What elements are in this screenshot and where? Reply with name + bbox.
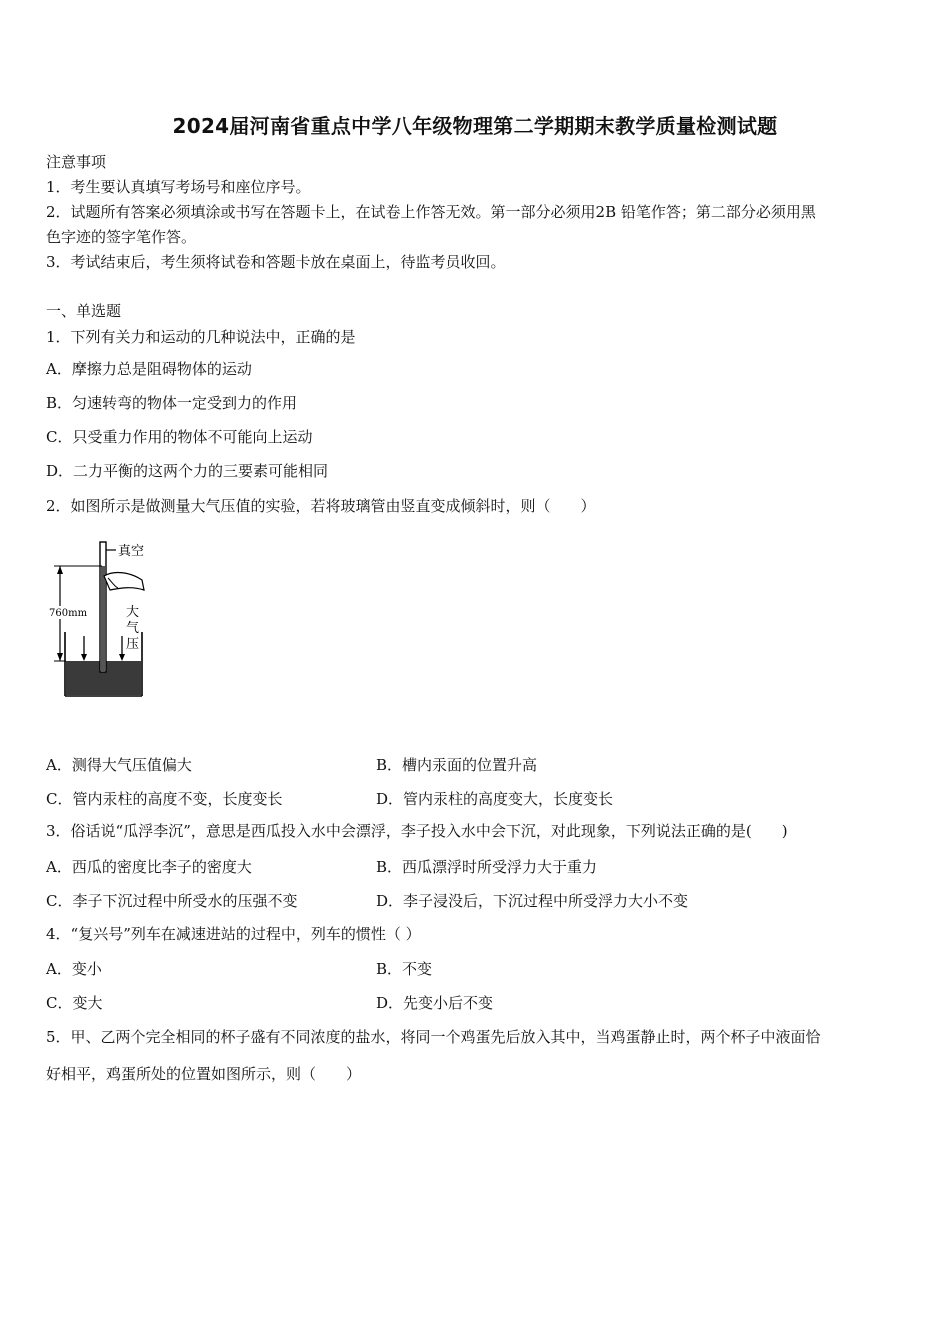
q4-option-d: D．先变小后不变 [376,994,494,1012]
q4-option-b: B．不变 [376,960,433,978]
q3-option-b: B．西瓜漂浮时所受浮力大于重力 [376,858,598,876]
q3-option-d: D．李子浸没后，下沉过程中所受浮力大小不变 [376,892,689,910]
notice-heading: 注意事项 [46,153,107,171]
exam-title: 2024届河南省重点中学八年级物理第二学期期末教学质量检测试题 [172,114,778,138]
pressure-arrow-left [81,654,87,661]
q1-option-a: A．摩擦力总是阻碍物体的运动 [46,360,252,378]
mercury-column [101,566,105,672]
pressure-label-3: 压 [126,637,140,652]
q1-option-c: C．只受重力作用的物体不可能向上运动 [46,428,313,446]
q4-option-a: A．变小 [46,960,102,978]
q4-option-c: C．变大 [46,994,103,1012]
question-5-stem-line-1: 5．甲、乙两个完全相同的杯子盛有不同浓度的盐水，将同一个鸡蛋先后放入其中，当鸡蛋静止时，两个杯子中液面恰 [46,1028,821,1046]
notice-item-2-cont: 色字迹的签字笔作答。 [46,228,197,246]
question-1-stem: 1．下列有关力和运动的几种说法中，正确的是 [46,328,356,346]
question-4-stem: 4．“复兴号”列车在减速进站的过程中，列车的惯性（ ） [46,925,421,943]
pressure-label-2: 气 [126,621,140,636]
pressure-arrow-right [119,654,125,661]
notice-item-3: 3．考试结束后，考生须将试卷和答题卡放在桌面上，待监考员收回。 [46,253,506,271]
notice-item-2: 2．试题所有答案必须填涂或书写在答题卡上，在试卷上作答无效。第一部分必须用2B 铅笔作答；第二部分必须用黑 [46,203,816,221]
q2-option-c: C．管内汞柱的高度不变，长度变长 [46,790,283,808]
q2-option-b: B．槽内汞面的位置升高 [376,756,538,774]
vacuum-label: 真空 [118,544,145,559]
notice-item-1: 1．考生要认真填写考场号和座位序号。 [46,178,311,196]
height-label: 760mm [49,608,88,619]
question-5-stem-line-2: 好相平，鸡蛋所处的位置如图所示，则（ ） [46,1065,362,1083]
hand-icon [104,573,144,590]
q1-option-d: D．二力平衡的这两个力的三要素可能相同 [46,462,329,480]
barometer-figure [46,536,166,702]
pressure-label-1: 大 [126,605,140,620]
question-2-stem: 2．如图所示是做测量大气压值的实验，若将玻璃管由竖直变成倾斜时，则（ ） [46,497,596,515]
q3-option-c: C．李子下沉过程中所受水的压强不变 [46,892,298,910]
q2-option-a: A．测得大气压值偏大 [46,756,192,774]
section-heading: 一、单选题 [46,302,122,320]
q2-option-d: D．管内汞柱的高度变大，长度变长 [376,790,614,808]
question-3-stem: 3．俗话说“瓜浮李沉”，意思是西瓜投入水中会漂浮，李子投入水中会下沉，对此现象，下列说法正确的是( ) [46,822,788,840]
q1-option-b: B．匀速转弯的物体一定受到力的作用 [46,394,298,412]
q3-option-a: A．西瓜的密度比李子的密度大 [46,858,252,876]
